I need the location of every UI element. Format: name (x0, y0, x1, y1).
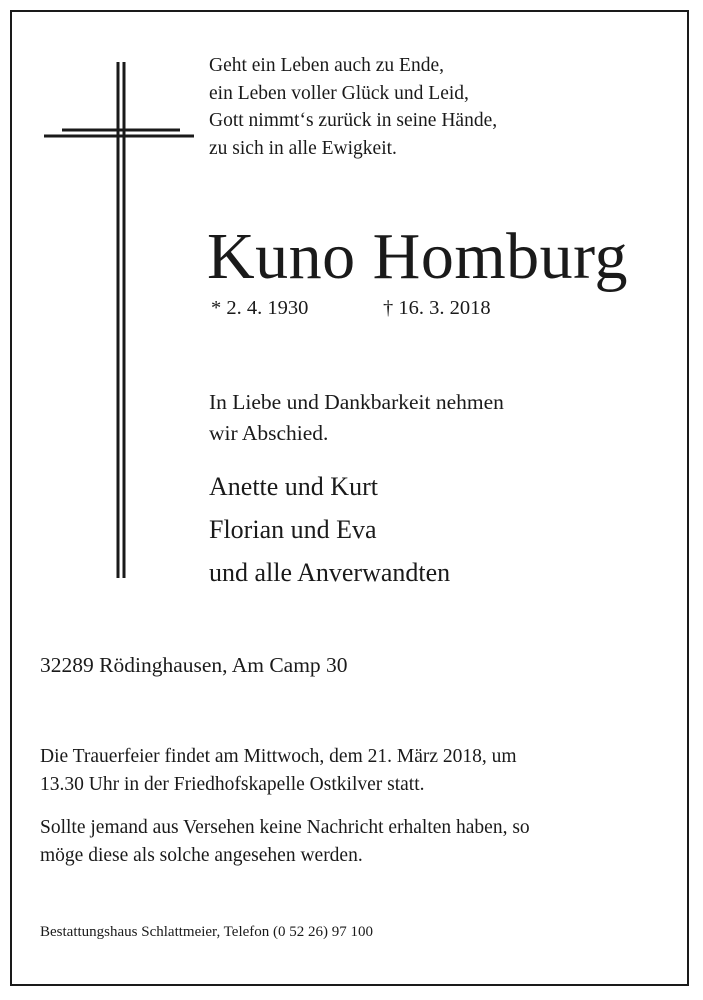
family-address: 32289 Rödinghausen, Am Camp 30 (40, 653, 348, 677)
poem-line: zu sich in alle Ewigkeit. (209, 137, 397, 159)
farewell-line: wir Abschied. (209, 421, 329, 445)
poem (209, 52, 497, 162)
deceased-name: Kuno Homburg (207, 220, 628, 293)
notification-notice-line: möge diese als solche angesehen werden. (40, 845, 363, 866)
life-dates (211, 294, 491, 322)
poem-line: Geht ein Leben auch zu Ende, (209, 55, 444, 76)
farewell-text (209, 387, 504, 449)
death-date: † 16. 3. 2018 (383, 297, 491, 319)
farewell-line: In Liebe und Dankbarkeit nehmen (209, 390, 504, 414)
funeral-home-contact: Bestattungshaus Schlattmeier, Telefon (0 52 26) 97 100 (40, 924, 374, 940)
funeral-notice (40, 743, 660, 799)
notification-notice-line: Sollte jemand aus Versehen keine Nachricht erhalten haben, so (40, 817, 530, 838)
notification-notice (40, 814, 660, 870)
poem-line: Gott nimmt‘s zurück in seine Hände, (209, 110, 498, 131)
birth-date: * 2. 4. 1930 (211, 297, 309, 319)
poem-line: ein Leben voller Glück und Leid, (209, 82, 469, 104)
mourners-list (209, 465, 450, 594)
mourner-line: und alle Anverwandten (209, 558, 451, 587)
mourner-line: Anette und Kurt (209, 472, 378, 501)
mourner-line: Florian und Eva (209, 515, 377, 544)
cross-icon (44, 62, 194, 578)
funeral-notice-line: 13.30 Uhr in der Friedhofskapelle Ostkilver statt. (40, 774, 425, 795)
funeral-notice-line: Die Trauerfeier findet am Mittwoch, dem 21. März 2018, um (40, 746, 517, 767)
